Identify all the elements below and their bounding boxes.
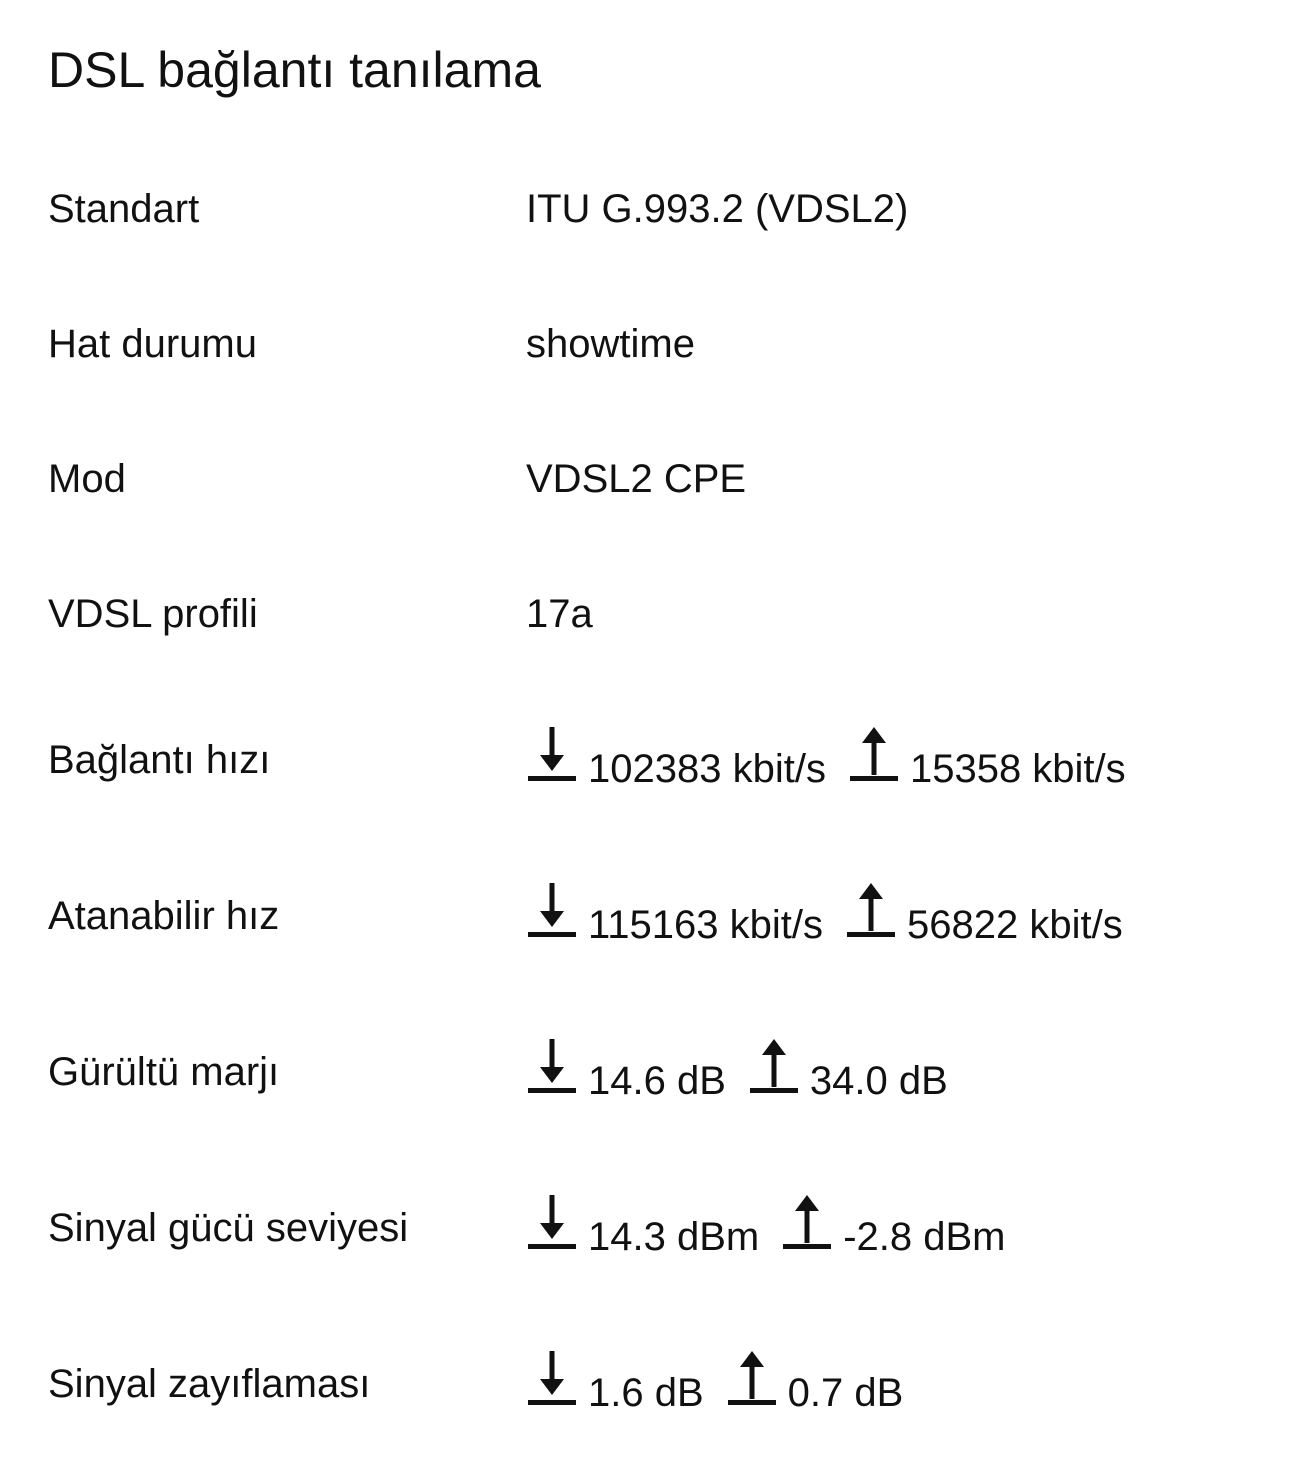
upstream-number: 56822 kbit/s [906, 903, 1123, 947]
row-vdsl-profile [0, 589, 1290, 659]
row-signal-power [0, 1193, 1290, 1263]
row-label: Standart [48, 187, 200, 231]
downstream-value [526, 1193, 760, 1259]
upstream-number: 15358 kbit/s [909, 747, 1126, 791]
downstream-number: 115163 kbit/s [588, 903, 823, 947]
upstream-number: 0.7 dB [787, 1371, 904, 1415]
upstream-value [781, 1193, 1006, 1259]
attenuation-pair [526, 1349, 925, 1415]
row-label: Hat durumu [48, 322, 257, 366]
power-pair [526, 1193, 1028, 1259]
row-connection-speed [0, 725, 1290, 795]
download-arrow-icon [526, 1349, 578, 1407]
upload-arrow-icon [848, 725, 900, 783]
row-mode [0, 454, 1290, 524]
row-label: Sinyal zayıflaması [48, 1362, 371, 1406]
upstream-number: 34.0 dB [809, 1059, 948, 1103]
page-title: DSL bağlantı tanılama [48, 42, 541, 98]
row-label: Bağlantı hızı [48, 738, 271, 782]
downstream-number: 14.6 dB [588, 1059, 726, 1103]
speed-pair [526, 881, 1145, 947]
row-label: Mod [48, 457, 126, 501]
row-value: showtime [526, 322, 695, 366]
row-standard [0, 184, 1290, 254]
downstream-value [526, 881, 823, 947]
downstream-value [526, 725, 826, 791]
upload-arrow-icon [726, 1349, 778, 1407]
row-label: VDSL profili [48, 592, 258, 636]
upstream-value [848, 725, 1126, 791]
upstream-number: -2.8 dBm [843, 1215, 1006, 1259]
downstream-value [526, 1037, 726, 1103]
download-arrow-icon [526, 881, 578, 939]
upload-arrow-icon [748, 1037, 800, 1095]
row-label: Gürültü marjı [48, 1050, 280, 1094]
download-arrow-icon [526, 725, 578, 783]
row-value: 17a [526, 592, 593, 636]
downstream-value [526, 1349, 704, 1415]
downstream-number: 102383 kbit/s [588, 747, 826, 791]
speed-pair [526, 725, 1148, 791]
upload-arrow-icon [781, 1193, 833, 1251]
noise-pair [526, 1037, 970, 1103]
row-label: Atanabilir hız [48, 894, 280, 938]
row-signal-attenuation [0, 1349, 1290, 1419]
download-arrow-icon [526, 1037, 578, 1095]
upstream-value [726, 1349, 904, 1415]
downstream-number: 1.6 dB [588, 1371, 704, 1415]
row-noise-margin [0, 1037, 1290, 1107]
row-attainable-speed [0, 881, 1290, 951]
downstream-number: 14.3 dBm [588, 1215, 760, 1259]
download-arrow-icon [526, 1193, 578, 1251]
row-label: Sinyal gücü seviyesi [48, 1206, 409, 1250]
upstream-value [748, 1037, 948, 1103]
upstream-value [845, 881, 1123, 947]
row-value: ITU G.993.2 (VDSL2) [526, 187, 909, 231]
row-line-status [0, 319, 1290, 389]
row-value: VDSL2 CPE [526, 457, 747, 501]
upload-arrow-icon [845, 881, 897, 939]
